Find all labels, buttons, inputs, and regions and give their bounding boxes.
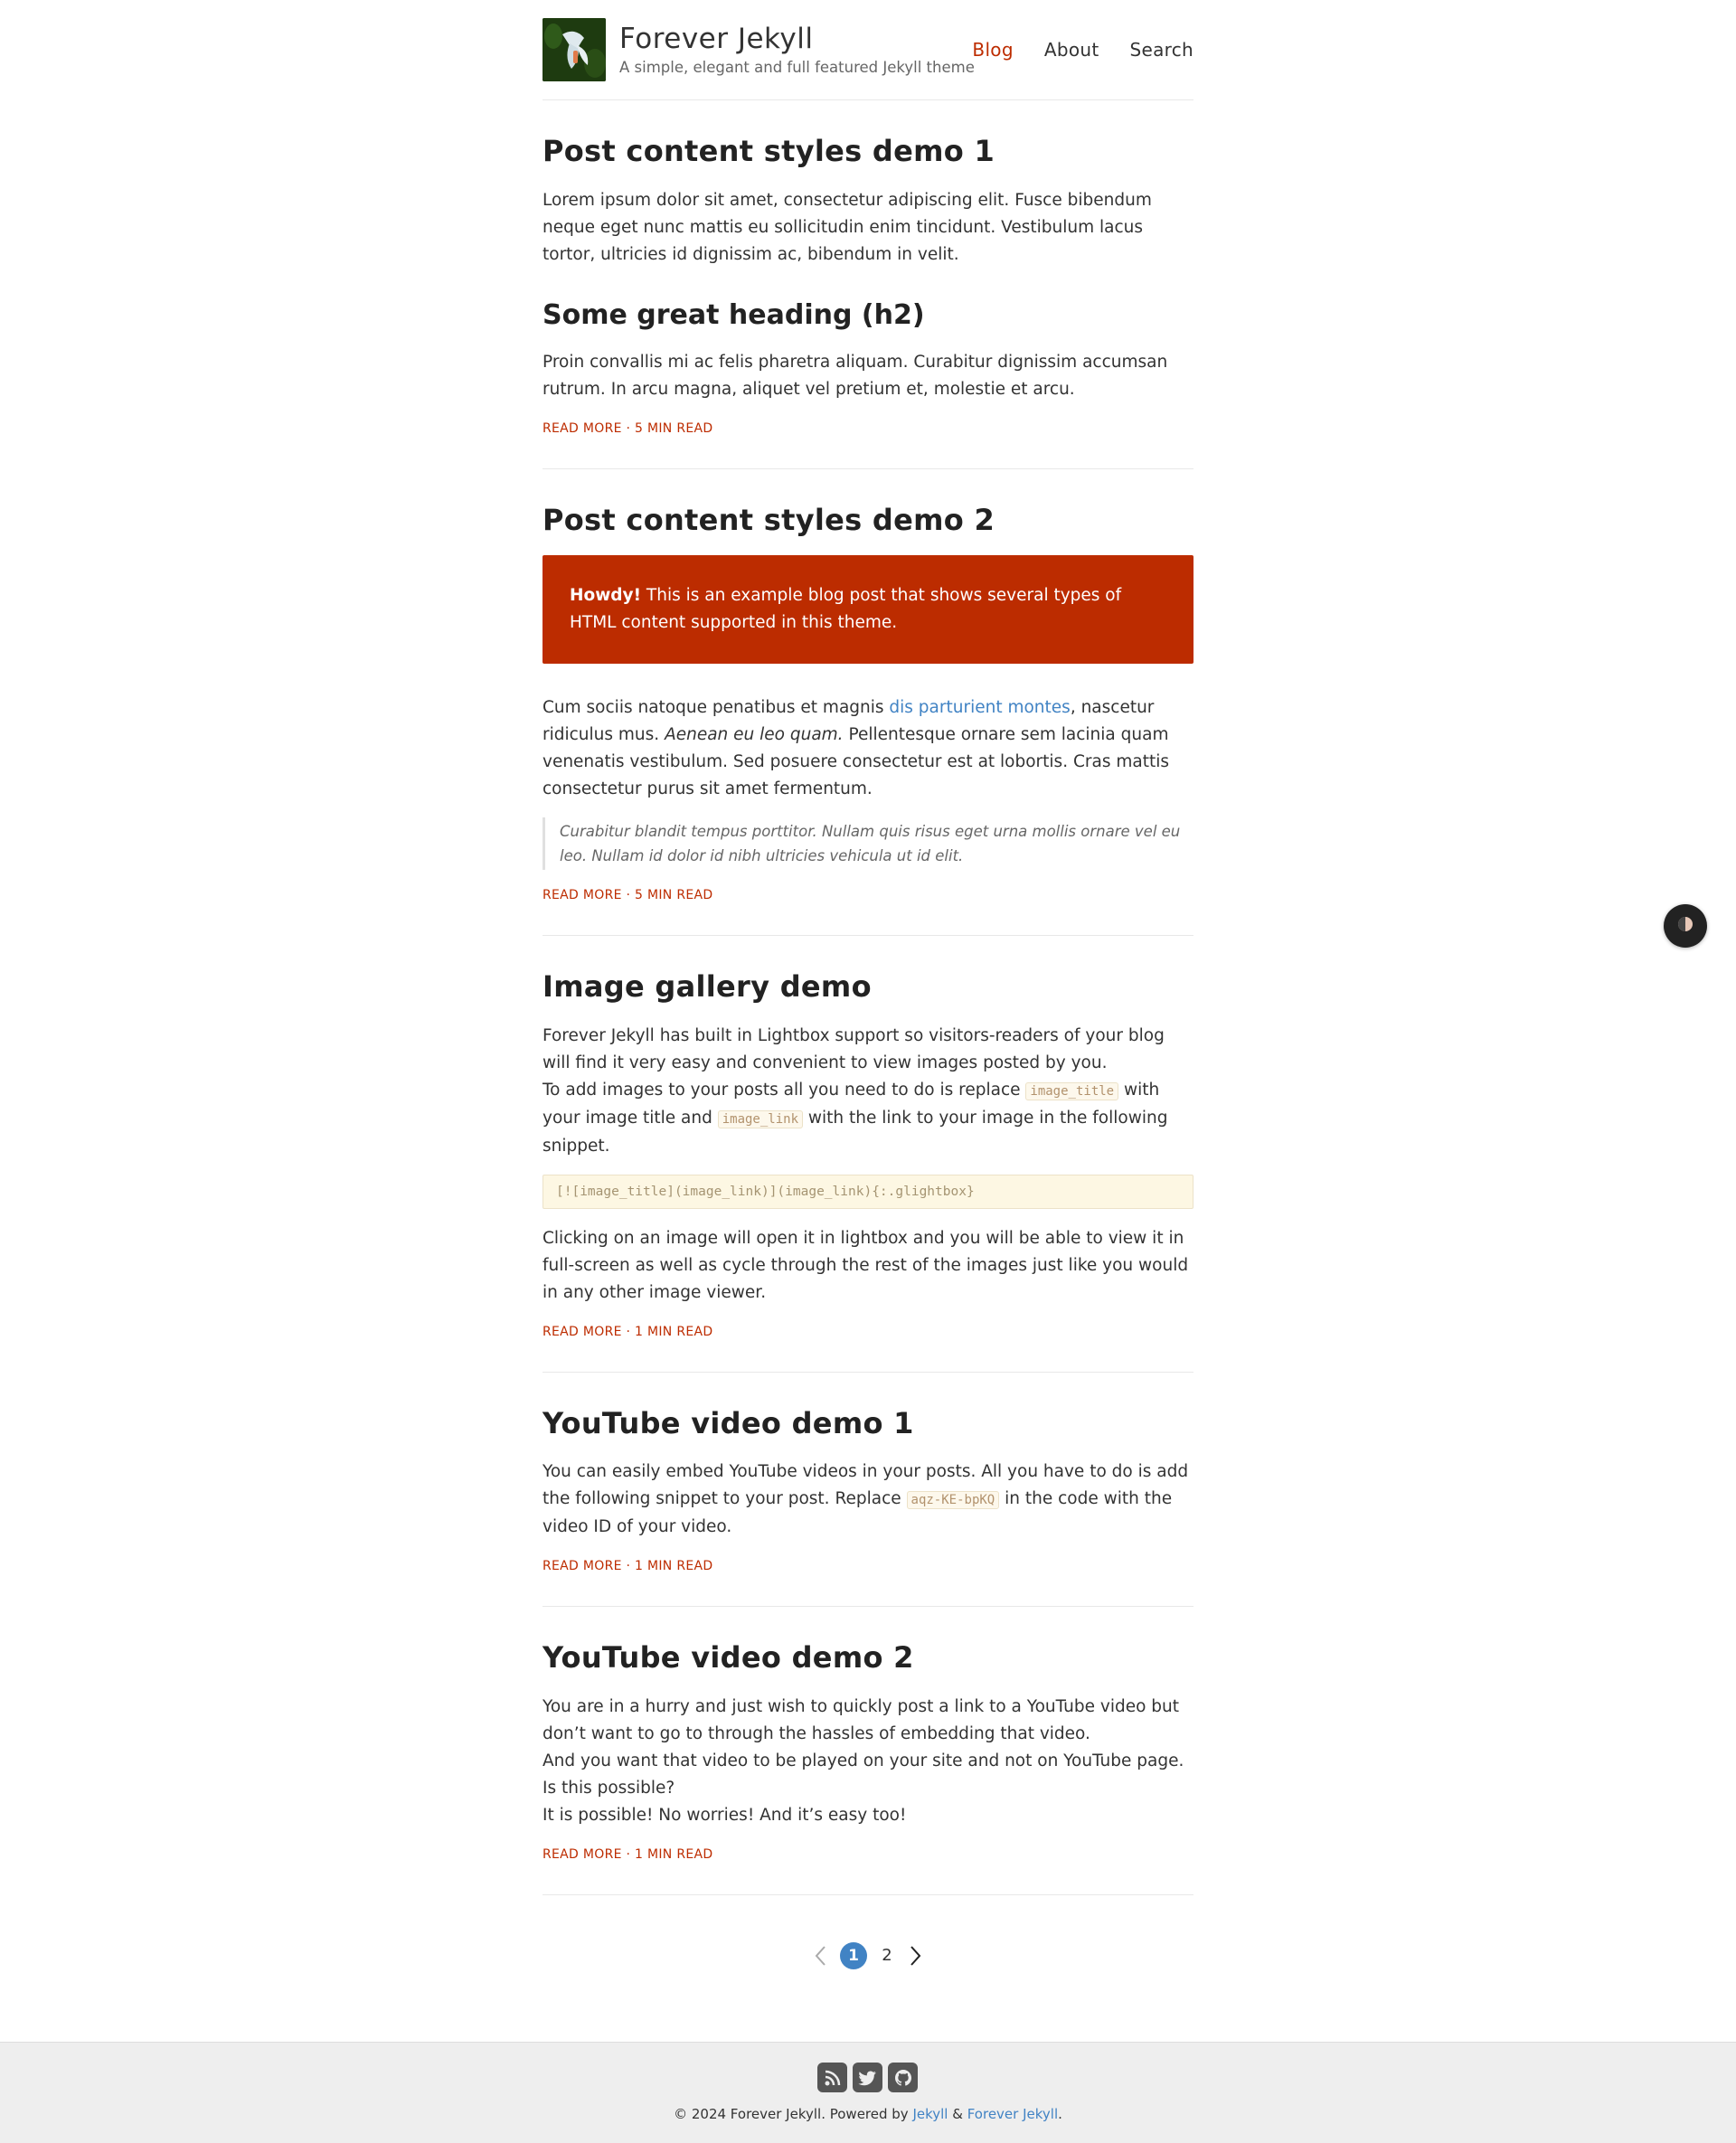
inline-code: aqz-KE-bpKQ [907, 1491, 1000, 1509]
alert-box [542, 555, 1194, 664]
read-time: 1 MIN READ [635, 1324, 713, 1339]
text-span: Pellentesque ornare sem lacinia quam venenatis vestibulum. Sed posuere consectetur est at lobortis. Cras mattis consectetur purus sit amet fermentum. [542, 725, 1169, 799]
text-span: You can easily embed YouTube videos in your posts. All you have to do is add the following snippet to your post. Replace [542, 1462, 1189, 1509]
post-item [542, 936, 1194, 1373]
meta-separator: · [626, 888, 636, 903]
post-paragraph: Lorem ipsum dolor sit amet, consectetur adipiscing elit. Fusce bibendum neque eget nunc mattis eu sollicitudin enim tincidunt. Vestibulum lacus tortor, ultricies id dignissim ac, bibendum in velit. [542, 190, 1152, 264]
page-link-2[interactable]: 2 [882, 1946, 892, 1966]
nav-blog[interactable]: Blog [972, 39, 1014, 61]
post-title[interactable]: Image gallery demo [542, 969, 872, 1005]
jekyll-link[interactable]: Jekyll [912, 2106, 948, 2122]
theme-link[interactable]: Forever Jekyll [967, 2106, 1059, 2122]
text-span: To add images to your posts all you need to do is replace [542, 1080, 1026, 1100]
nav-search[interactable]: Search [1129, 39, 1194, 61]
post-paragraph: You are in a hurry and just wish to quickly post a link to a YouTube video but don’t want to go to through the hassles of embedding that video. [542, 1696, 1180, 1743]
post-paragraph [542, 1077, 1194, 1160]
post-paragraph: Forever Jekyll has built in Lightbox support so visitors-readers of your blog will find it very easy and convenient to view images posted by you. [542, 1025, 1165, 1072]
post-heading: Some great heading (h2) [542, 298, 925, 331]
post-item [542, 100, 1194, 469]
inline-code: image_title [1025, 1082, 1118, 1100]
rss-icon[interactable] [817, 2063, 847, 2092]
chevron-right-icon[interactable] [907, 1943, 925, 1968]
chevron-left-icon [811, 1943, 829, 1968]
copyright-text: © 2024 Forever Jekyll. Powered by [674, 2106, 913, 2122]
post-item [542, 1373, 1194, 1608]
meta-separator: · [626, 1846, 636, 1862]
post-paragraph: It is possible! No worries! And it’s easy too! [542, 1805, 907, 1825]
post-paragraph: And you want that video to be played on your site and not on YouTube page. Is this possible? [542, 1751, 1184, 1798]
site-tagline: A simple, elegant and full featured Jekyll theme [619, 59, 975, 76]
meta-separator: · [626, 420, 636, 436]
code-block: [![image_title](image_link)](image_link){:.glightbox} [542, 1175, 1194, 1209]
text-span: with your image title and [542, 1080, 1160, 1128]
alert-bold: Howdy! [570, 586, 642, 606]
site-title[interactable]: Forever Jekyll [619, 23, 814, 55]
inline-link[interactable]: dis parturient montes [889, 698, 1071, 718]
text-span: , nascetur ridiculus mus. [542, 698, 1155, 745]
post-title[interactable]: YouTube video demo 2 [542, 1640, 914, 1676]
twitter-icon[interactable] [853, 2063, 882, 2092]
site-footer [0, 2042, 1736, 2143]
half-moon-icon [1676, 915, 1694, 937]
post-item [542, 469, 1194, 937]
copyright-text: . [1058, 2106, 1062, 2122]
post-paragraph [542, 694, 1194, 803]
post-title[interactable]: Post content styles demo 1 [542, 134, 995, 168]
read-time: 5 MIN READ [635, 420, 713, 436]
post-paragraph: Clicking on an image will open it in lightbox and you will be able to view it in full-screen as well as cycle through the rest of the images just like you would in any other image viewer. [542, 1228, 1189, 1302]
post-item [542, 1607, 1194, 1895]
post-meta [542, 1847, 1194, 1862]
site-logo[interactable] [542, 18, 606, 81]
post-paragraph: Proin convallis mi ac felis pharetra aliquam. Curabitur dignissim accumsan rutrum. In arcu magna, aliquet vel pretium et, molestie et arcu. [542, 352, 1168, 399]
copyright-text: & [948, 2106, 967, 2122]
blockquote: Curabitur blandit tempus porttitor. Nullam quis risus eget urna mollis ornare vel eu leo. Nullam id dolor id nibh ultricies vehicula ut id elit. [542, 817, 1194, 870]
site-header [542, 0, 1194, 100]
post-meta [542, 421, 1194, 436]
social-links [817, 2063, 918, 2092]
read-time: 5 MIN READ [635, 888, 713, 903]
github-icon[interactable] [888, 2063, 918, 2092]
nav-about[interactable]: About [1043, 39, 1099, 61]
meta-separator: · [626, 1324, 636, 1339]
read-more-link[interactable]: READ MORE [542, 1324, 622, 1339]
text-span: in the code with the video ID of your video. [542, 1489, 1173, 1537]
page-current: 1 [840, 1942, 867, 1969]
post-meta [542, 888, 1194, 902]
post-title[interactable]: Post content styles demo 2 [542, 502, 995, 537]
text-span: Cum sociis natoque penatibus et magnis [542, 698, 890, 718]
read-more-link[interactable]: READ MORE [542, 1559, 622, 1574]
post-meta [542, 1559, 1194, 1573]
read-time: 1 MIN READ [635, 1559, 713, 1574]
copyright [0, 2106, 1736, 2122]
read-more-link[interactable]: READ MORE [542, 888, 622, 903]
read-time: 1 MIN READ [635, 1846, 713, 1862]
read-more-link[interactable]: READ MORE [542, 420, 622, 436]
alert-text: This is an example blog post that shows several types of HTML content supported in this theme. [570, 586, 1122, 633]
post-title[interactable]: YouTube video demo 1 [542, 1405, 914, 1440]
post-meta [542, 1325, 1194, 1339]
emphasis-text: Aenean eu leo quam. [665, 725, 844, 745]
meta-separator: · [626, 1559, 636, 1574]
theme-toggle-button[interactable] [1664, 904, 1707, 948]
post-paragraph [542, 1459, 1194, 1541]
text-span: with the link to your image in the following snippet. [542, 1108, 1168, 1156]
inline-code: image_link [718, 1110, 803, 1128]
main-nav [941, 39, 1194, 61]
read-more-link[interactable]: READ MORE [542, 1846, 622, 1862]
pagination [542, 1895, 1194, 2013]
